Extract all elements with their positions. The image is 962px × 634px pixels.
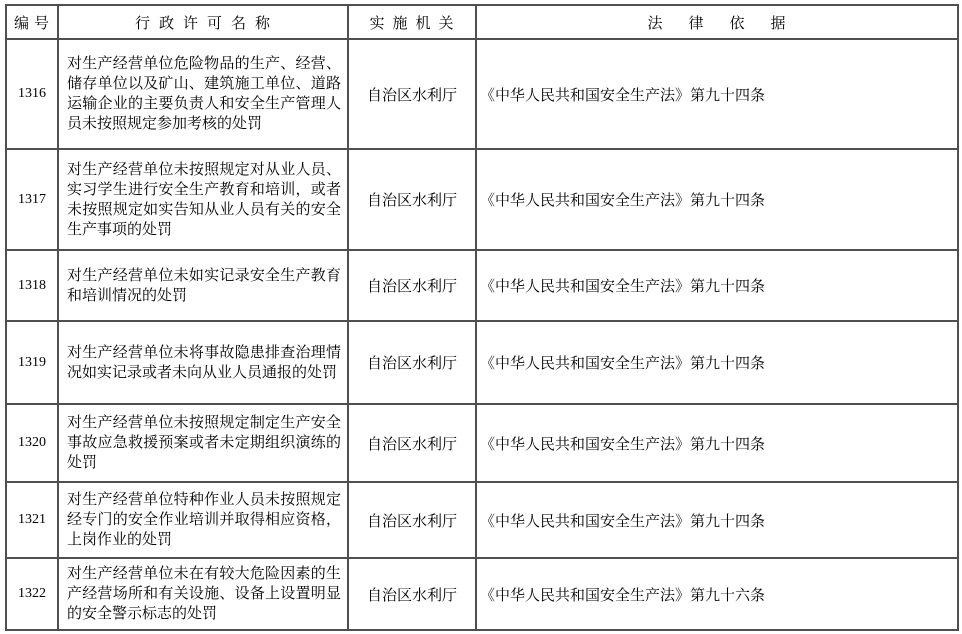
agency-cell: 自治区水利厅 (348, 558, 476, 630)
legal-basis-cell: 《中华人民共和国安全生产法》第九十四条 (476, 149, 958, 250)
agency-cell: 自治区水利厅 (348, 149, 476, 250)
row-id-cell: 1320 (6, 404, 58, 482)
legal-basis-cell: 《中华人民共和国安全生产法》第九十六条 (476, 558, 958, 630)
legal-basis-cell: 《中华人民共和国安全生产法》第九十四条 (476, 321, 958, 404)
table-header-row (6, 5, 958, 39)
table-row (6, 404, 958, 482)
legal-basis-cell: 《中华人民共和国安全生产法》第九十四条 (476, 482, 958, 558)
license-name-cell: 对生产经营单位未按照规定制定生产安全事故应急救援预案或者未定期组织演练的处罚 (58, 404, 348, 482)
agency-cell: 自治区水利厅 (348, 482, 476, 558)
row-id-cell: 1322 (6, 558, 58, 630)
table-row (6, 149, 958, 250)
license-name-cell: 对生产经营单位特种作业人员未按照规定经专门的安全作业培训并取得相应资格，上岗作业的处罚 (58, 482, 348, 558)
row-id-cell: 1317 (6, 149, 58, 250)
row-id-cell: 1318 (6, 250, 58, 321)
legal-basis-cell: 《中华人民共和国安全生产法》第九十四条 (476, 250, 958, 321)
table-row (6, 321, 958, 404)
agency-cell: 自治区水利厅 (348, 250, 476, 321)
license-name-cell: 对生产经营单位未按照规定对从业人员、实习学生进行安全生产教育和培训，或者未按照规定如实告知从业人员有关的安全生产事项的处罚 (58, 149, 348, 250)
header-license-name: 行政许可名称 (58, 5, 348, 39)
table-row (6, 558, 958, 630)
table-row (6, 482, 958, 558)
license-name-cell: 对生产经营单位危险物品的生产、经营、储存单位以及矿山、建筑施工单位、道路运输企业的主要负责人和安全生产管理人员未按照规定参加考核的处罚 (58, 39, 348, 149)
row-id-cell: 1319 (6, 321, 58, 404)
header-agency: 实施机关 (348, 5, 476, 39)
agency-cell: 自治区水利厅 (348, 404, 476, 482)
agency-cell: 自治区水利厅 (348, 321, 476, 404)
admin-license-table (5, 4, 959, 631)
table-row (6, 250, 958, 321)
license-name-cell: 对生产经营单位未将事故隐患排查治理情况如实记录或者未向从业人员通报的处罚 (58, 321, 348, 404)
license-name-cell: 对生产经营单位未如实记录安全生产教育和培训情况的处罚 (58, 250, 348, 321)
legal-basis-cell: 《中华人民共和国安全生产法》第九十四条 (476, 39, 958, 149)
legal-basis-cell: 《中华人民共和国安全生产法》第九十四条 (476, 404, 958, 482)
row-id-cell: 1321 (6, 482, 58, 558)
table-row (6, 39, 958, 149)
row-id-cell: 1316 (6, 39, 58, 149)
agency-cell: 自治区水利厅 (348, 39, 476, 149)
header-legal-basis: 法律依据 (476, 5, 958, 39)
license-name-cell: 对生产经营单位未在有较大危险因素的生产经营场所和有关设施、设备上设置明显的安全警示标志的处罚 (58, 558, 348, 630)
header-id: 编号 (6, 5, 58, 39)
